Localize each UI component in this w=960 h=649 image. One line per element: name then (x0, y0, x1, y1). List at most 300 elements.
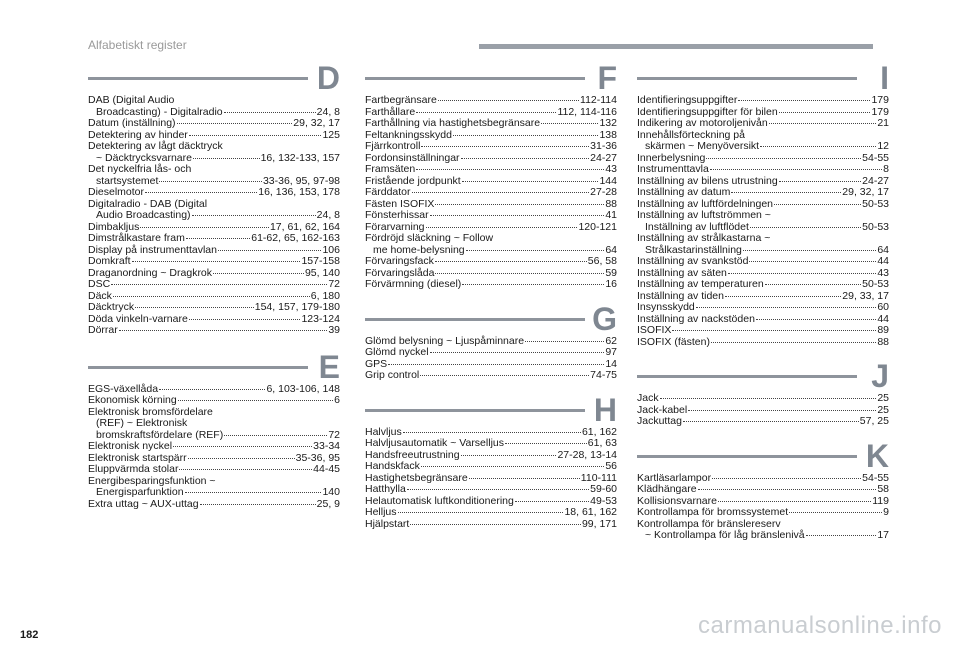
entry-term (88, 314, 340, 326)
dot-leader (779, 181, 861, 182)
section-header (365, 391, 617, 428)
index-entry (637, 314, 889, 326)
entry-text: Broadcasting) - Digitalradio (96, 105, 223, 118)
entry-pages: 31-36 (590, 140, 617, 152)
section-rule (88, 77, 308, 80)
entry-term (637, 233, 889, 245)
entry-pages: 16, 132-133, 157 (260, 151, 340, 164)
entry-list (637, 392, 889, 428)
section-header (88, 60, 340, 96)
entry-term (365, 438, 617, 450)
entry-text: Detektering av lågt däcktryck (88, 140, 223, 152)
index-entry (365, 279, 617, 291)
section-k (637, 437, 889, 542)
entry-term (365, 484, 617, 496)
dot-leader (696, 307, 877, 308)
index-entry (88, 325, 340, 337)
entry-text: Helautomatisk luftkonditionering (365, 494, 514, 507)
entry-text: Fartbegränsare (365, 94, 437, 106)
entry-text: Klädhängare (637, 483, 697, 495)
index-entry (365, 484, 617, 496)
dot-leader (774, 204, 861, 205)
entry-pages: 24-27 (590, 151, 617, 164)
dot-leader (140, 227, 269, 228)
entry-pages: 88 (605, 197, 617, 210)
entry-term (365, 187, 617, 199)
index-entry (88, 441, 340, 453)
index-entry (637, 279, 889, 291)
dot-leader (218, 250, 321, 251)
index-entry (88, 141, 340, 164)
dot-leader (453, 135, 599, 136)
entry-pages: 24, 8 (316, 105, 340, 118)
dot-leader (525, 341, 604, 342)
index-entry (637, 416, 889, 428)
entry-pages: 61, 162 (581, 425, 617, 438)
entry-pages: 41 (605, 209, 617, 221)
entry-pages: 25, 9 (316, 497, 340, 510)
entry-pages: 89 (877, 324, 889, 336)
entry-term (637, 314, 889, 326)
entry-text: Inställning av temperaturen (637, 278, 764, 290)
section-letter: I (880, 60, 889, 96)
entry-text: Display på instrumenttavlan (88, 243, 217, 256)
section-rule (637, 77, 857, 80)
dot-leader (416, 169, 604, 170)
dot-leader (421, 146, 589, 147)
dot-leader (179, 469, 312, 470)
entry-list (637, 472, 889, 542)
entry-text: Framsäten (365, 163, 416, 175)
entry-pages: 88 (877, 335, 889, 348)
entry-term (637, 279, 889, 291)
entry-term (637, 210, 889, 222)
entry-pages: 27-28 (590, 186, 617, 198)
entry-pages: 6 (334, 394, 340, 406)
dot-leader (461, 455, 557, 456)
entry-pages: 154, 157, 179-180 (254, 301, 340, 313)
dot-leader (683, 421, 859, 422)
entry-text: me home-belysning (373, 243, 465, 256)
entry-text: Insynsskydd (637, 301, 695, 313)
dot-leader (711, 342, 876, 343)
entry-text: Inställning av tiden (637, 289, 724, 302)
index-entry (88, 199, 340, 222)
entry-pages: 50-53 (862, 197, 889, 210)
entry-pages: 123-124 (301, 312, 340, 325)
index-entry (365, 187, 617, 199)
dot-leader (189, 135, 322, 136)
entry-text: Elektronisk nyckel (88, 440, 173, 452)
entry-text: Dimstrålkastare fram (88, 232, 185, 244)
dot-leader (421, 466, 604, 467)
entry-text: Strålkastarinställning (645, 243, 742, 256)
entry-pages: 106 (322, 243, 340, 256)
index-entry (637, 118, 889, 130)
section-letter: H (593, 391, 617, 428)
entry-pages: 61, 63 (587, 437, 617, 449)
entry-pages: 58 (877, 483, 889, 495)
entry-term (365, 164, 617, 176)
entry-pages: 21 (877, 117, 889, 129)
entry-text: Inställning av nackstöden (637, 312, 755, 325)
section-letter: G (592, 300, 617, 337)
index-entry (88, 464, 340, 476)
entry-term-continued (88, 487, 340, 499)
index-entry (88, 314, 340, 326)
entry-text: Fristående jordpunkt (365, 174, 461, 187)
index-entry (365, 438, 617, 450)
entry-term (88, 233, 340, 245)
entry-pages: 43 (877, 266, 889, 279)
index-entry (365, 370, 617, 382)
entry-text: Helljus (365, 506, 397, 518)
entry-term (637, 416, 889, 428)
dot-leader (420, 375, 589, 376)
entry-text: Extra uttag ~ AUX-uttag (88, 497, 199, 510)
dot-leader (398, 512, 564, 513)
section-j (637, 358, 889, 428)
entry-text: Inställning av luftströmmen ~ (637, 209, 771, 221)
entry-pages: 157-158 (301, 255, 340, 267)
entry-pages: 144 (599, 174, 617, 187)
dot-leader (698, 489, 877, 490)
entry-text: Fordonsinställningar (365, 151, 460, 164)
entry-text: Inställning av luftflödet (645, 220, 749, 233)
entry-text: Jack-kabel (637, 403, 688, 416)
dot-leader (435, 204, 604, 205)
dot-leader (213, 273, 304, 274)
entry-text: Domkraft (88, 255, 131, 267)
index-entry (365, 95, 617, 107)
dot-leader (200, 504, 316, 505)
entry-text: Inställning av strålkastarna ~ (637, 232, 771, 244)
entry-pages: 59 (605, 266, 617, 279)
index-entry (637, 325, 889, 337)
entry-text: Draganordning ~ Dragkrok (88, 266, 213, 279)
entry-term-continued (88, 210, 340, 222)
entry-term (637, 164, 889, 176)
page-number: 182 (20, 629, 39, 641)
entry-text: Energibesparingsfunktion ~ (88, 474, 216, 487)
entry-list (88, 383, 340, 511)
entry-text: Identifieringsuppgifter för bilen (637, 105, 778, 118)
dot-leader (765, 284, 861, 285)
entry-term (88, 268, 340, 280)
entry-pages: 112, 114-116 (557, 105, 617, 118)
dot-leader (505, 443, 587, 444)
dot-leader (185, 492, 322, 493)
dot-leader (135, 307, 254, 308)
entry-term (88, 95, 340, 107)
entry-text: Döda vinkeln-varnare (88, 312, 188, 325)
entry-pages: 99, 171 (581, 517, 617, 530)
entry-text: ISOFIX (637, 324, 672, 336)
entry-text: Däck (88, 289, 112, 302)
section-rule (88, 366, 308, 369)
entry-text: Kontrollampa för bränslereserv (637, 517, 781, 530)
index-entry (365, 347, 617, 359)
entry-pages: 43 (605, 163, 617, 175)
entry-pages: 95, 140 (304, 266, 340, 279)
entry-text: Grip control (365, 369, 420, 381)
entry-text: Innehållsförteckning på (637, 128, 745, 141)
dot-leader (731, 192, 841, 193)
index-column-2 (365, 60, 617, 530)
entry-pages: 9 (883, 506, 889, 518)
entry-text: Digitalradio - DAB (Digital (88, 197, 208, 210)
entry-term (365, 279, 617, 291)
entry-term (365, 507, 617, 519)
entry-pages: 44 (877, 312, 889, 325)
entry-text: Förvaringsfack (365, 255, 434, 267)
entry-text: Handsfreeutrustning (365, 448, 460, 461)
entry-term (365, 210, 617, 222)
section-header (637, 437, 889, 474)
entry-term (637, 484, 889, 496)
entry-pages: 54-55 (862, 151, 889, 164)
index-entry (88, 95, 340, 118)
section-header (365, 300, 617, 337)
dot-leader (769, 123, 877, 124)
index-entry (88, 279, 340, 291)
section-d (88, 60, 340, 337)
dot-leader (462, 284, 604, 285)
index-entry (637, 393, 889, 405)
index-entry (88, 233, 340, 245)
index-entry (637, 519, 889, 542)
entry-term-continued (637, 141, 889, 153)
entry-term (637, 118, 889, 130)
index-entry (365, 461, 617, 473)
entry-term-continued (637, 530, 889, 542)
entry-text: Inställning av luftfördelningen (637, 197, 774, 210)
dot-leader (688, 410, 876, 411)
index-entry (637, 302, 889, 314)
entry-pages: 62 (605, 334, 617, 347)
entry-pages: 33-36, 95, 97-98 (262, 174, 340, 187)
index-column-3 (637, 60, 889, 542)
index-entry (365, 256, 617, 268)
dot-leader (738, 100, 870, 101)
index-entry (88, 118, 340, 130)
entry-pages: 24-27 (862, 174, 889, 187)
index-entry (637, 95, 889, 107)
dot-leader (466, 250, 605, 251)
entry-pages: 59-60 (590, 483, 617, 495)
dot-leader (760, 146, 876, 147)
entry-pages: 16 (605, 278, 617, 290)
entry-term (365, 233, 617, 245)
entry-list (88, 94, 340, 337)
dot-leader (173, 446, 312, 447)
entry-term (365, 519, 617, 531)
entry-term (88, 256, 340, 268)
entry-pages: 138 (599, 128, 617, 141)
dot-leader (177, 123, 293, 124)
entry-pages: 49-53 (590, 494, 617, 507)
index-entry (637, 130, 889, 153)
dot-leader (192, 215, 316, 216)
entry-text: Det nyckelfria lås- och (88, 163, 192, 175)
index-entry (365, 507, 617, 519)
entry-text: startsystemet (96, 174, 159, 187)
dot-leader (388, 364, 604, 365)
entry-text: Halvljusautomatik ~ Varselljus (365, 437, 504, 449)
section-letter: K (865, 437, 889, 474)
entry-term (88, 141, 340, 153)
entry-list (637, 94, 889, 348)
index-entry (88, 164, 340, 187)
entry-pages: 29, 33, 17 (842, 289, 889, 302)
section-header (637, 358, 889, 394)
entry-text: Halvljus (365, 425, 402, 438)
dot-leader (515, 501, 589, 502)
entry-term (88, 499, 340, 511)
section-rule (365, 318, 585, 321)
entry-text: Elektronisk bromsfördelare (88, 405, 213, 418)
index-entry (88, 268, 340, 280)
section-header (637, 60, 889, 96)
entry-pages: 29, 32, 17 (842, 186, 889, 198)
dot-leader (189, 319, 301, 320)
section-rule (365, 409, 585, 412)
entry-text: Hjälpstart (365, 517, 410, 530)
section-h (365, 391, 617, 531)
index-entry (88, 407, 340, 442)
entry-pages: 18, 61, 162 (564, 506, 617, 518)
section-e (88, 348, 340, 511)
entry-term (637, 393, 889, 405)
dot-leader (725, 296, 841, 297)
entry-pages: 27-28, 13-14 (557, 448, 617, 461)
index-entry (637, 210, 889, 233)
entry-text: Audio Broadcasting) (96, 209, 191, 221)
entry-text: Inställning av säten (637, 266, 727, 279)
dot-leader (132, 261, 301, 262)
entry-text: Farthållning via hastighetsbegränsare (365, 117, 541, 129)
index-entry (365, 210, 617, 222)
entry-term (88, 164, 340, 176)
entry-text: Inställning av svankstöd (637, 255, 749, 267)
entry-term (88, 187, 340, 199)
entry-pages: 44-45 (313, 463, 340, 475)
dot-leader (706, 158, 861, 159)
dot-leader (728, 273, 876, 274)
entry-text: Handskfack (365, 460, 420, 472)
entry-term (88, 441, 340, 453)
entry-text: Indikering av motoroljenivån (637, 117, 768, 129)
entry-term (88, 118, 340, 130)
entry-list (365, 335, 617, 382)
section-letter: F (597, 60, 617, 96)
entry-text: Dörrar (88, 324, 118, 336)
dot-leader (407, 489, 589, 490)
entry-text: Glömd nyckel (365, 346, 429, 358)
section-rule (637, 375, 857, 378)
entry-pages: 125 (322, 128, 340, 141)
index-entry (637, 337, 889, 349)
entry-pages: 50-53 (862, 278, 889, 290)
dot-leader (430, 215, 605, 216)
entry-text: GPS (365, 357, 388, 370)
entry-pages: 119 (872, 494, 889, 507)
dot-leader (743, 250, 876, 251)
dot-leader (469, 478, 580, 479)
entry-pages: 132 (599, 117, 617, 129)
entry-text: Fästen ISOFIX (365, 197, 435, 210)
dot-leader (438, 100, 579, 101)
dot-leader (462, 181, 599, 182)
entry-text: Hatthylla (365, 483, 406, 495)
dot-leader (224, 112, 316, 113)
dot-leader (412, 192, 590, 193)
entry-text: Energisparfunktion (96, 486, 184, 498)
entry-list (365, 426, 617, 531)
entry-term (88, 395, 340, 407)
entry-pages: 60 (877, 301, 889, 313)
entry-text: DSC (88, 278, 111, 290)
entry-term (365, 347, 617, 359)
section-rule (365, 77, 585, 80)
entry-pages: 140 (322, 486, 340, 498)
dot-leader (119, 330, 328, 331)
entry-pages: 74-75 (590, 369, 617, 381)
entry-pages: 39 (328, 324, 340, 336)
entry-text: Inställning av bilens utrustning (637, 174, 778, 187)
entry-text: Feltankningsskydd (365, 128, 452, 141)
entry-pages: 24, 8 (316, 209, 340, 221)
index-entry (88, 476, 340, 499)
entry-text: Jackuttag (637, 415, 682, 427)
entry-pages: 44 (877, 255, 889, 267)
dot-leader (178, 400, 333, 401)
entry-text: Identifieringsuppgifter (637, 94, 738, 106)
entry-term (637, 325, 889, 337)
entry-text: Fjärrkontroll (365, 140, 421, 152)
dot-leader (660, 398, 877, 399)
dot-leader (159, 389, 265, 390)
dot-leader (159, 181, 262, 182)
entry-term (637, 507, 889, 519)
index-entry (365, 233, 617, 256)
entry-text: Dimbakljus (88, 220, 140, 233)
dot-leader (710, 169, 882, 170)
entry-list (365, 94, 617, 291)
entry-text: Innerbelysning (637, 151, 706, 164)
section-f (365, 60, 617, 291)
entry-term (365, 256, 617, 268)
section-rule (637, 455, 857, 458)
entry-pages: 50-53 (862, 220, 889, 233)
dot-leader (779, 112, 871, 113)
dot-leader (749, 261, 876, 262)
entry-text: ISOFIX (fästen) (637, 335, 710, 348)
entry-pages: 17, 61, 62, 164 (269, 220, 340, 233)
entry-text: Fönsterhissar (365, 209, 429, 221)
dot-leader (186, 238, 250, 239)
index-entry (637, 233, 889, 256)
index-entry (88, 395, 340, 407)
entry-text: Jack (637, 392, 659, 404)
entry-term (637, 302, 889, 314)
entry-pages: 61-62, 65, 162-163 (251, 232, 340, 244)
entry-term (365, 461, 617, 473)
entry-pages: 120-121 (578, 220, 617, 233)
entry-term (88, 464, 340, 476)
dot-leader (188, 458, 295, 459)
index-entry (88, 187, 340, 199)
